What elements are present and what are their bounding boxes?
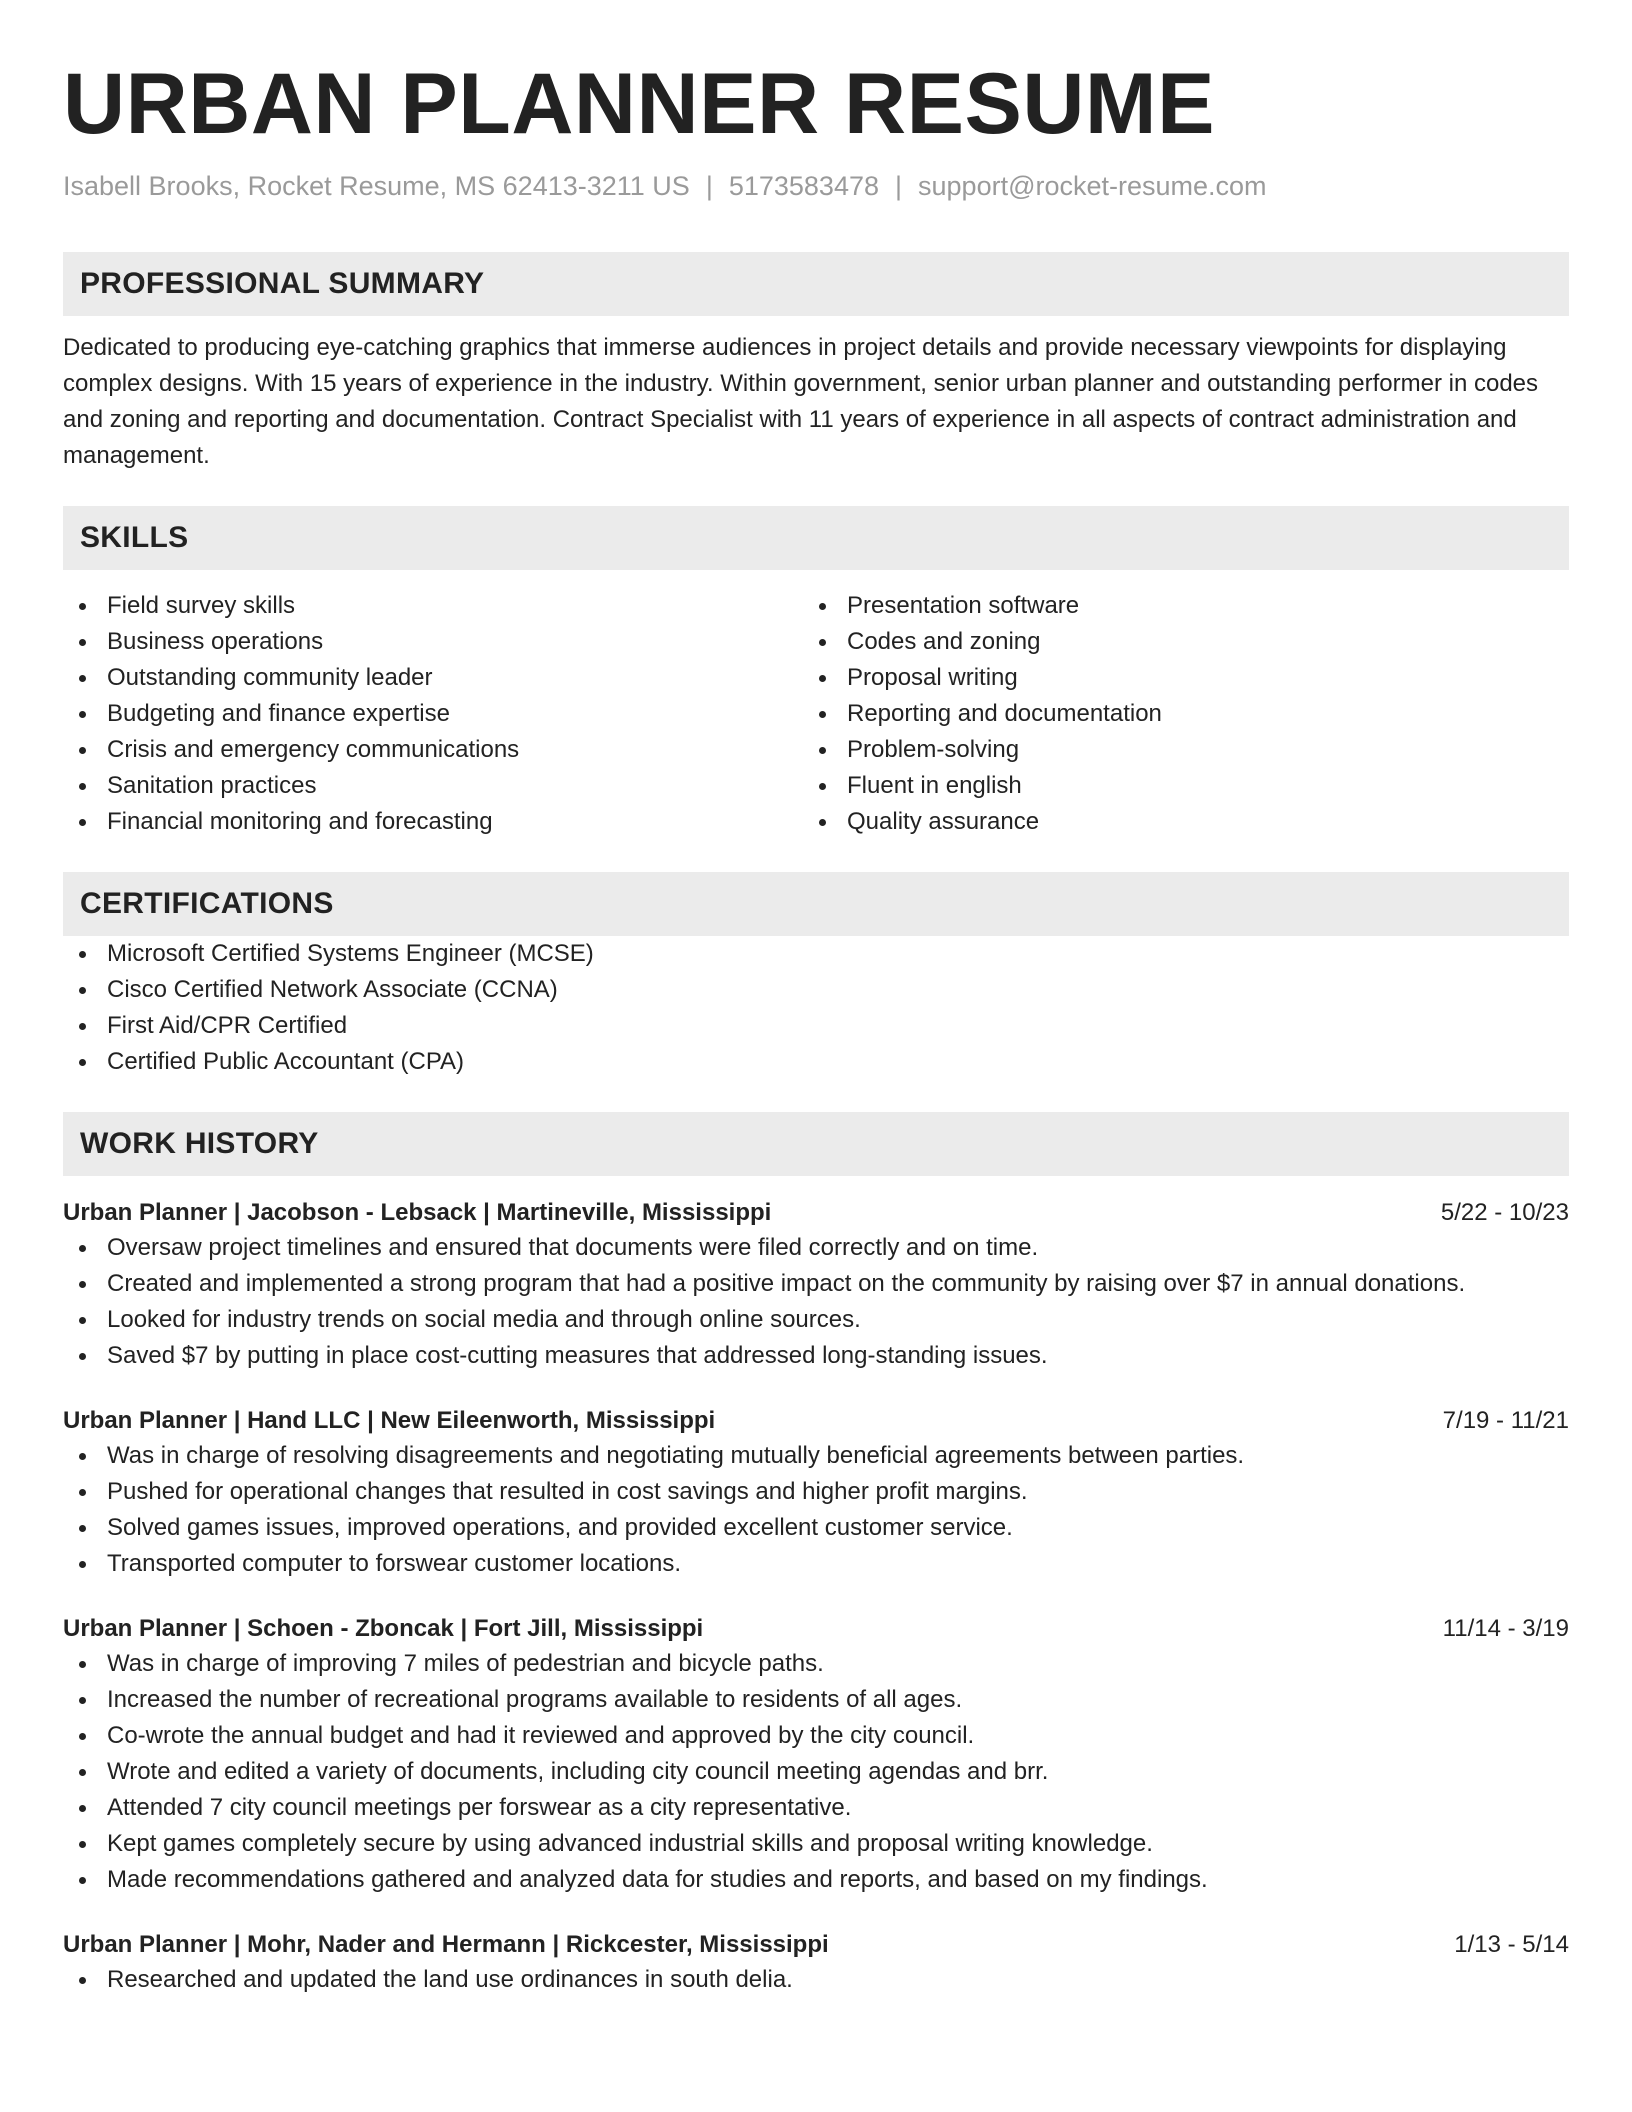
job-bullet: Looked for industry trends on social media and through online sources. <box>63 1302 1569 1338</box>
skill-item: Proposal writing <box>803 660 1543 696</box>
skills-heading: SKILLS <box>63 506 1569 570</box>
job-title: Urban Planner | Schoen - Zboncak | Fort Jill, Mississippi <box>63 1615 704 1642</box>
skill-item: Reporting and documentation <box>803 696 1543 732</box>
job-dates: 7/19 - 11/21 <box>1442 1407 1569 1434</box>
job-header <box>63 1196 1569 1230</box>
job-bullets <box>63 1646 1569 1898</box>
job-bullets <box>63 1962 1569 1998</box>
job-bullet: Co-wrote the annual budget and had it reviewed and approved by the city council. <box>63 1718 1569 1754</box>
skill-item: Field survey skills <box>63 588 803 624</box>
job-entry <box>63 1612 1569 1898</box>
contact-phone: 5173583478 <box>728 171 879 201</box>
contact-address: Isabell Brooks, Rocket Resume, MS 62413-3211 US <box>63 171 690 201</box>
job-dates: 5/22 - 10/23 <box>1440 1199 1569 1226</box>
job-bullet: Made recommendations gathered and analyzed data for studies and reports, and based on my findings. <box>63 1862 1569 1898</box>
job-title: Urban Planner | Jacobson - Lebsack | Martineville, Mississippi <box>63 1199 772 1226</box>
skill-item: Fluent in english <box>803 768 1543 804</box>
contact-email: support@rocket-resume.com <box>918 171 1267 201</box>
job-bullet: Researched and updated the land use ordinances in south delia. <box>63 1962 1569 1998</box>
job-bullets <box>63 1230 1569 1374</box>
certification-item: Microsoft Certified Systems Engineer (MCSE) <box>63 936 1569 972</box>
job-bullet: Increased the number of recreational programs available to residents of all ages. <box>63 1682 1569 1718</box>
contact-separator: | <box>705 171 713 201</box>
job-bullet: Wrote and edited a variety of documents, including city council meeting agendas and brr. <box>63 1754 1569 1790</box>
certification-item: Cisco Certified Network Associate (CCNA) <box>63 972 1569 1008</box>
skill-item: Quality assurance <box>803 804 1543 840</box>
job-bullet: Kept games completely secure by using advanced industrial skills and proposal writing knowledge. <box>63 1826 1569 1862</box>
job-header <box>63 1928 1569 1962</box>
job-title: Urban Planner | Mohr, Nader and Hermann | Rickcester, Mississippi <box>63 1931 829 1958</box>
work-history-heading: WORK HISTORY <box>63 1112 1569 1176</box>
job-bullets <box>63 1438 1569 1582</box>
summary-heading: PROFESSIONAL SUMMARY <box>63 252 1569 316</box>
skills-column-right <box>803 588 1543 840</box>
contact-separator: | <box>895 171 903 201</box>
job-dates: 11/14 - 3/19 <box>1442 1615 1569 1642</box>
skill-item: Outstanding community leader <box>63 660 803 696</box>
certification-item: Certified Public Accountant (CPA) <box>63 1044 1569 1080</box>
job-bullet: Oversaw project timelines and ensured that documents were filed correctly and on time. <box>63 1230 1569 1266</box>
job-bullet: Transported computer to forswear customer locations. <box>63 1546 1569 1582</box>
job-bullet: Solved games issues, improved operations, and provided excellent customer service. <box>63 1510 1569 1546</box>
job-entry <box>63 1404 1569 1582</box>
skills-list <box>63 588 1569 840</box>
skill-item: Crisis and emergency communications <box>63 732 803 768</box>
job-bullet: Was in charge of improving 7 miles of pedestrian and bicycle paths. <box>63 1646 1569 1682</box>
job-bullet: Was in charge of resolving disagreements and negotiating mutually beneficial agreements between parties. <box>63 1438 1569 1474</box>
job-bullet: Pushed for operational changes that resulted in cost savings and higher profit margins. <box>63 1474 1569 1510</box>
skill-item: Codes and zoning <box>803 624 1543 660</box>
skills-column-left <box>63 588 803 840</box>
certifications-heading: CERTIFICATIONS <box>63 872 1569 936</box>
job-bullet: Created and implemented a strong program that had a positive impact on the community by raising over $7 in annual donations. <box>63 1266 1569 1302</box>
job-title: Urban Planner | Hand LLC | New Eileenworth, Mississippi <box>63 1407 716 1434</box>
skill-item: Presentation software <box>803 588 1543 624</box>
certification-item: First Aid/CPR Certified <box>63 1008 1569 1044</box>
certifications-list <box>63 936 1569 1080</box>
job-entry <box>63 1196 1569 1374</box>
job-bullet: Attended 7 city council meetings per forswear as a city representative. <box>63 1790 1569 1826</box>
job-header <box>63 1404 1569 1438</box>
contact-line <box>63 170 1569 202</box>
skill-item: Budgeting and finance expertise <box>63 696 803 732</box>
skill-item: Business operations <box>63 624 803 660</box>
job-header <box>63 1612 1569 1646</box>
skill-item: Financial monitoring and forecasting <box>63 804 803 840</box>
skill-item: Sanitation practices <box>63 768 803 804</box>
job-entry <box>63 1928 1569 1998</box>
skill-item: Problem-solving <box>803 732 1543 768</box>
job-bullet: Saved $7 by putting in place cost-cutting measures that addressed long-standing issues. <box>63 1338 1569 1374</box>
summary-text: Dedicated to producing eye-catching graphics that immerse audiences in project details and provide necessary viewpoints for displaying complex designs. With 15 years of experience in the industry. Within government, senior urban planner and outstanding performer in codes and zoning and reporting and documentation. Contract Specialist with 11 years of experience in all aspects of contract administration and management. <box>63 334 1539 469</box>
resume-title: URBAN PLANNER RESUME <box>63 56 1215 152</box>
job-dates: 1/13 - 5/14 <box>1454 1931 1569 1958</box>
